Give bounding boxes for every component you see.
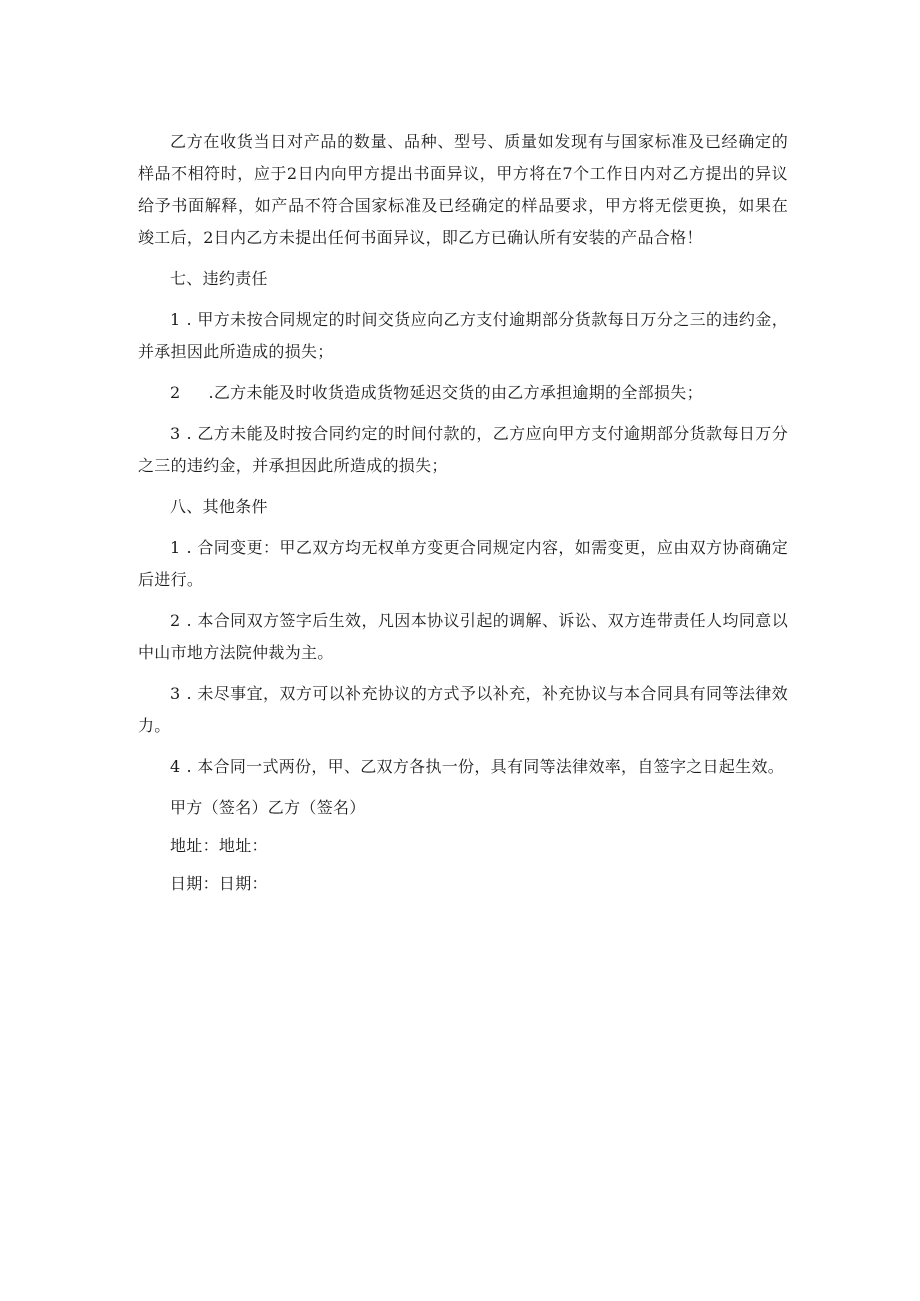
signature-parties: 甲方（签名）乙方（签名） — [170, 798, 366, 817]
item-number: 2 — [170, 611, 181, 630]
signature-address: 地址：地址： — [170, 836, 268, 855]
item-number: 4 — [170, 757, 181, 776]
item-number: 1 — [170, 310, 181, 329]
item-number: 3 — [170, 684, 181, 703]
item-number: 1 — [170, 538, 181, 557]
breach-item-2 — [138, 377, 788, 409]
contract-page — [138, 126, 788, 906]
breach-item-1 — [138, 304, 788, 368]
other-item-4 — [138, 751, 788, 783]
item-text: . 本合同双方签字后生效，凡因本协议引起的调解、诉讼、双方连带责任人均同意以中山市地方法院仲裁为主。 — [138, 611, 788, 662]
other-item-2 — [138, 605, 788, 669]
section-heading-other: 八、其他条件 — [170, 497, 268, 516]
item-number: 2 — [170, 383, 181, 402]
item-text: . 未尽事宜，双方可以补充协议的方式予以补充，补充协议与本合同具有同等法律效力。 — [138, 684, 788, 735]
breach-item-3 — [138, 418, 788, 482]
section-heading-breach: 七、违约责任 — [170, 269, 268, 288]
signature-date: 日期：日期： — [170, 874, 268, 893]
intro-paragraph: 乙方在收货当日对产品的数量、品种、型号、质量如发现有与国家标准及已经确定的样品不相符时，应于2日内向甲方提出书面异议，甲方将在7个工作日内对乙方提出的异议给予书面解释，如产品不符合国家标准及已经确定的样品要求，甲方将无偿更换，如果在竣工后，2日内乙方未提出任何书面异议，即乙方已确认所有安装的产品合格！ — [138, 132, 788, 247]
item-text: . 甲方未按合同规定的时间交货应向乙方支付逾期部分货款每日万分之三的违约金，并承担因此所造成的损失； — [138, 310, 788, 361]
item-text: . 本合同一式两份，甲、乙双方各执一份，具有同等法律效率，自签字之日起生效。 — [186, 757, 785, 776]
item-text: . 乙方未能及时按合同约定的时间付款的，乙方应向甲方支付逾期部分货款每日万分之三的违约金，并承担因此所造成的损失； — [138, 424, 788, 475]
item-text: .乙方未能及时收货造成货物延迟交货的由乙方承担逾期的全部损失； — [208, 383, 703, 402]
item-text: . 合同变更：甲乙双方均无权单方变更合同规定内容，如需变更，应由双方协商确定后进行。 — [138, 538, 788, 589]
other-item-1 — [138, 532, 788, 596]
other-item-3 — [138, 678, 788, 742]
item-number: 3 — [170, 424, 181, 443]
